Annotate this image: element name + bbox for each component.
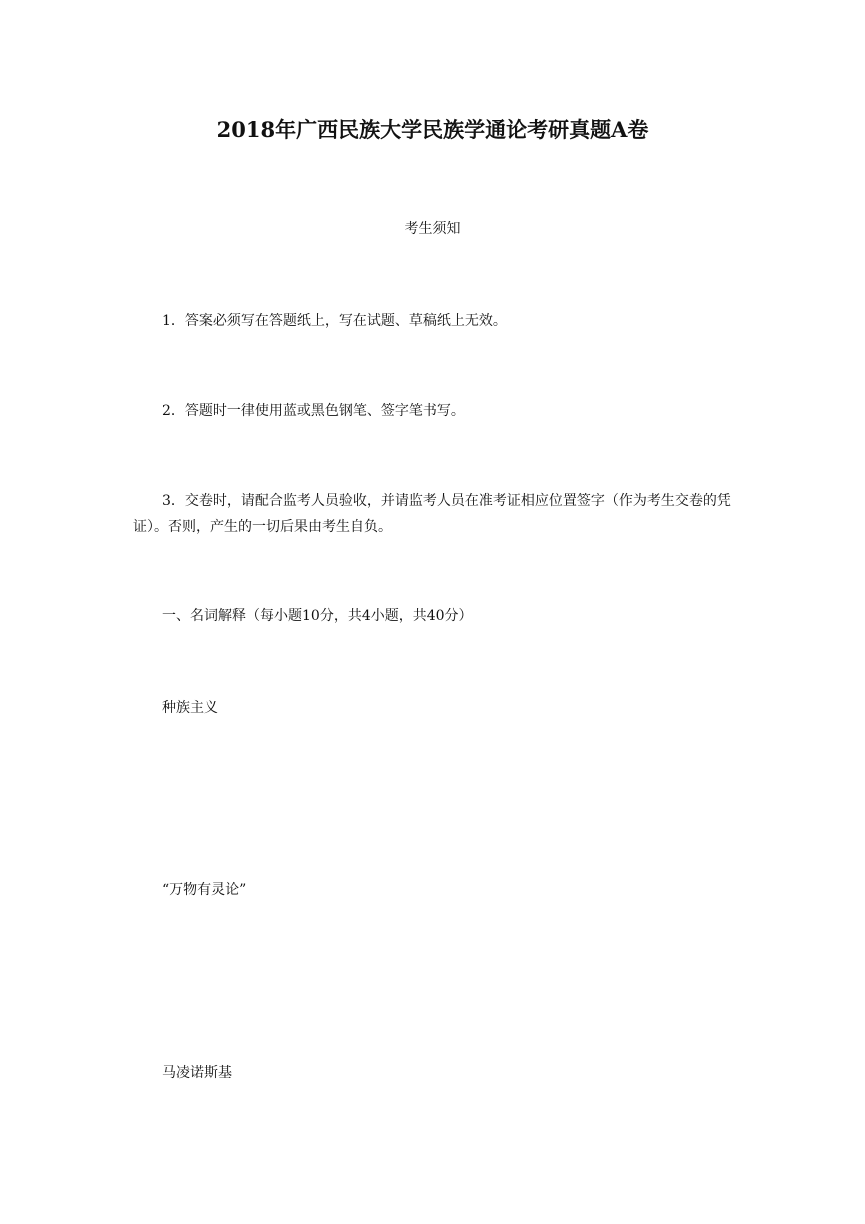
section-heading: 一、名词解释（每小题10分，共4小题，共40分）	[162, 608, 473, 624]
term-item-1: 种族主义	[162, 700, 218, 716]
notice-item-2: 2．答题时一律使用蓝或黑色钢笔、签字笔书写。	[162, 403, 465, 419]
document-title: 2018年广西民族大学民族学通论考研真题A卷	[216, 117, 649, 142]
notice-item-1: 1．答案必须写在答题纸上，写在试题、草稿纸上无效。	[162, 313, 507, 329]
notice-heading: 考生须知	[404, 221, 461, 237]
notice-item-3: 3．交卷时，请配合监考人员验收，并请监考人员在准考证相应位置签字（作为考生交卷的凭证）。否则，产生的一切后果由考生自负。	[133, 493, 731, 535]
term-item-2: “万物有灵论”	[162, 882, 247, 898]
term-item-3: 马凌诺斯基	[162, 1065, 232, 1081]
